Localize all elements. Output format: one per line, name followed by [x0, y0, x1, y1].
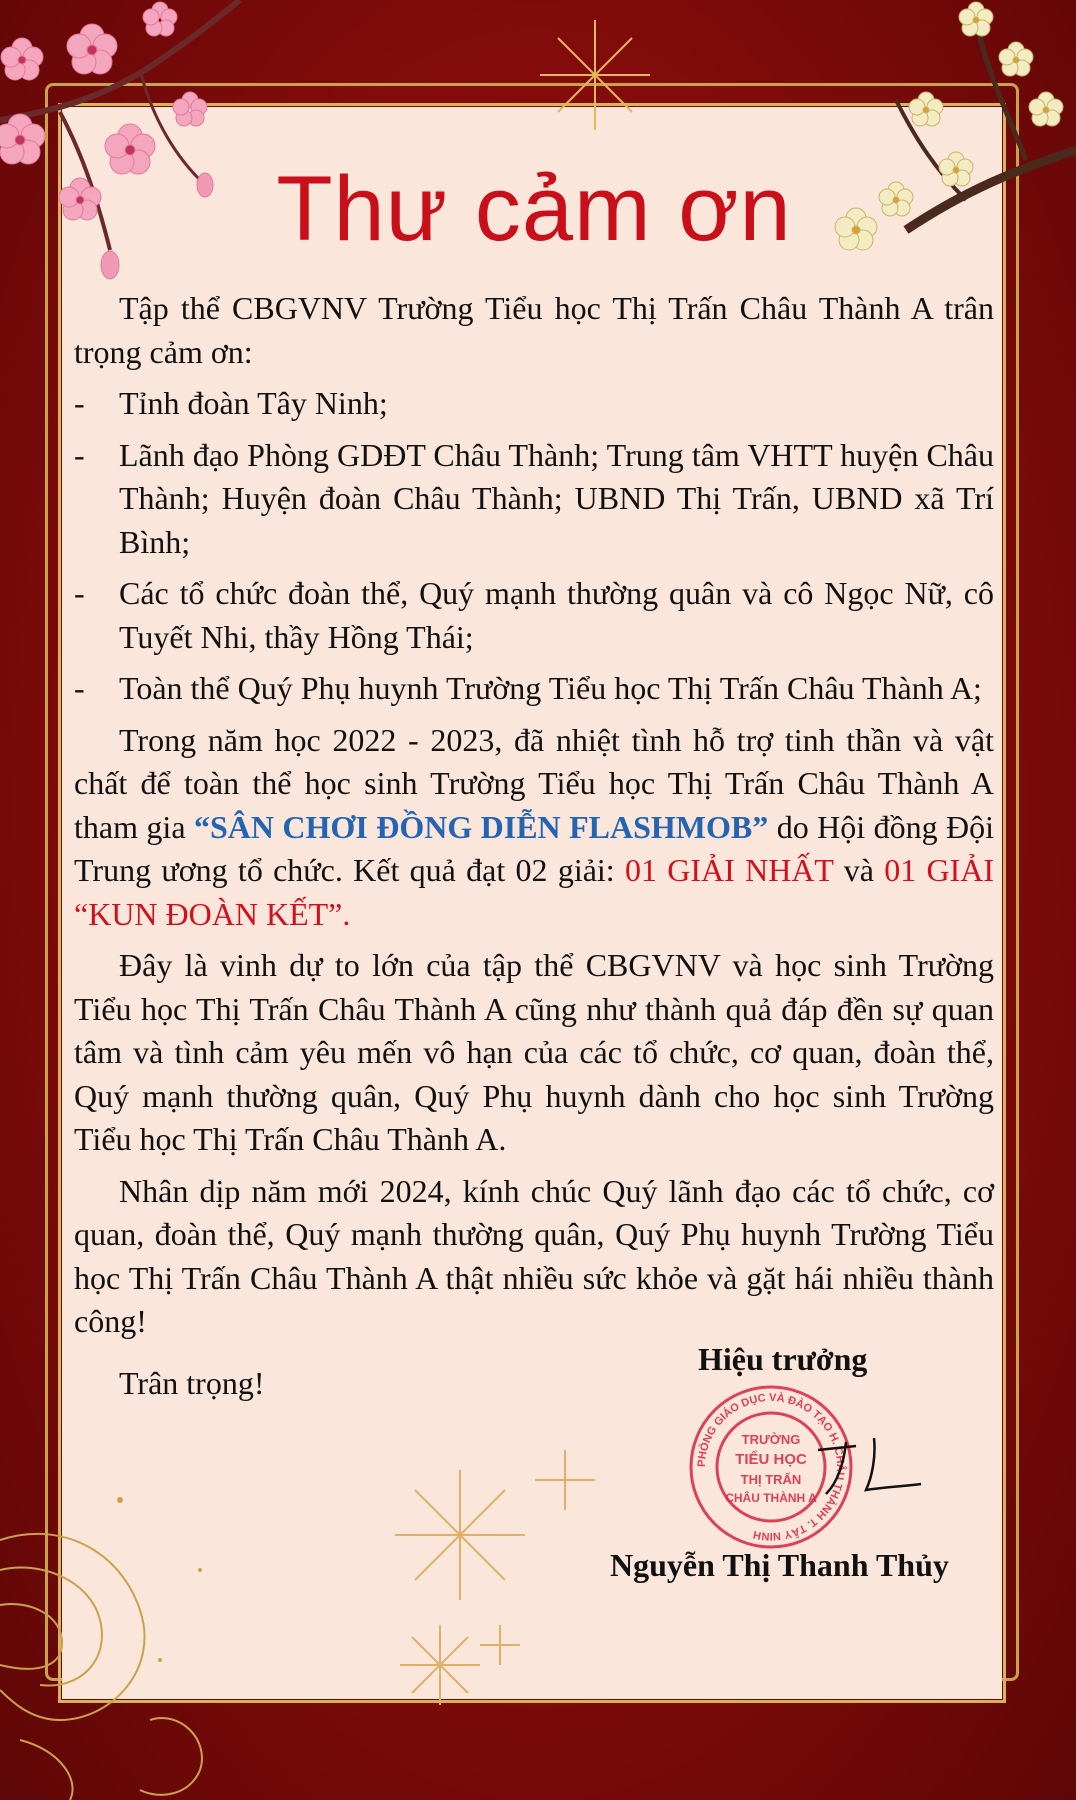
signatory-name: Nguyễn Thị Thanh Thủy	[610, 1546, 949, 1583]
seal-line: THỊ TRẤN	[740, 1471, 802, 1487]
list-item-text: Lãnh đạo Phòng GDĐT Châu Thành; Trung tâm VHTT huyện Châu Thành; Huyện đoàn Châu Thành; UBND Thị Trấn, UBND xã Trí Bình;	[119, 436, 994, 560]
seal-ring-text: PHÒNG GIÁO DỤC VÀ ĐÀO TẠO H. CHÂU THÀNH T. TÂY NINH	[695, 1391, 847, 1542]
list-item	[74, 382, 994, 426]
list-item-text: Các tổ chức đoàn thể, Quý mạnh thường quân và cô Ngọc Nữ, cô Tuyết Nhi, thầy Hồng Thái;	[119, 575, 994, 655]
seal-line: TRƯỜNG	[741, 1431, 801, 1447]
support-paragraph	[74, 719, 994, 937]
list-item	[74, 667, 994, 711]
list-dash: -	[74, 575, 85, 611]
new-year-wish-paragraph: Nhân dịp năm mới 2024, kính chúc Quý lãnh đạo các tổ chức, cơ quan, đoàn thể, Quý mạnh thường quân, Quý Phụ huynh Trường Tiểu học Thị Trấn Châu Thành A thật nhiều sức khỏe và gặt hái nhiều thành công!	[74, 1172, 994, 1339]
list-item-text: Tỉnh đoàn Tây Ninh;	[119, 385, 388, 421]
seal-line: CHÂU THÀNH A	[725, 1490, 817, 1505]
closing-greeting: Trân trọng!	[119, 1364, 265, 1401]
honor-paragraph: Đây là vinh dự to lớn của tập thể CBGVNV và học sinh Trường Tiểu học Thị Trấn Châu Thành A cũng như thành quả đáp đền sự quan tâm và tình cảm yêu mến vô hạn của các tổ chức, cơ quan, đoàn thể, Quý mạnh thường quân, Quý Phụ huynh dành cho học sinh Trường Tiểu học Thị Trấn Châu Thành A.	[74, 947, 994, 1157]
support-text-continued: do Hội đồng Đội Trung ương tổ chức. Kết quả đạt 02 giải:	[74, 808, 995, 888]
handwritten-signature-icon	[816, 1432, 926, 1502]
award-solidarity-prize: 01 GIẢI “KUN ĐOÀN KẾT”.	[74, 852, 995, 932]
list-item-text: Toàn thể Quý Phụ huynh Trường Tiểu học Thị Trấn Châu Thành A;	[119, 670, 982, 706]
list-dash: -	[74, 385, 85, 421]
closing-signature-block	[74, 1340, 994, 1583]
event-name-highlight: “SÂN CHƠI ĐỒNG DIỄN FLASHMOB”	[193, 808, 769, 845]
intro-paragraph: Tập thể CBGVNV Trường Tiểu học Thị Trấn Châu Thành A trân trọng cảm ơn:	[74, 290, 994, 370]
letter-body	[74, 107, 994, 1687]
list-dash: -	[74, 670, 85, 706]
list-item	[74, 572, 994, 659]
support-text: Trong năm học 2022 - 2023, đã nhiệt tình hỗ trợ tinh thần và vật chất để toàn thể học sinh Trường Tiểu học Thị Trấn Châu Thành A tham gia	[74, 721, 994, 845]
award-first-prize: 01 GIẢI NHẤT	[624, 852, 834, 888]
signatory-title: Hiệu trưởng	[698, 1340, 868, 1377]
letter-title: Thư cảm ơn	[276, 158, 792, 260]
list-dash: -	[74, 436, 85, 473]
list-item	[74, 434, 994, 565]
seal-line: TIỂU HỌC	[735, 1450, 807, 1468]
conjunction-text: và	[833, 852, 885, 888]
